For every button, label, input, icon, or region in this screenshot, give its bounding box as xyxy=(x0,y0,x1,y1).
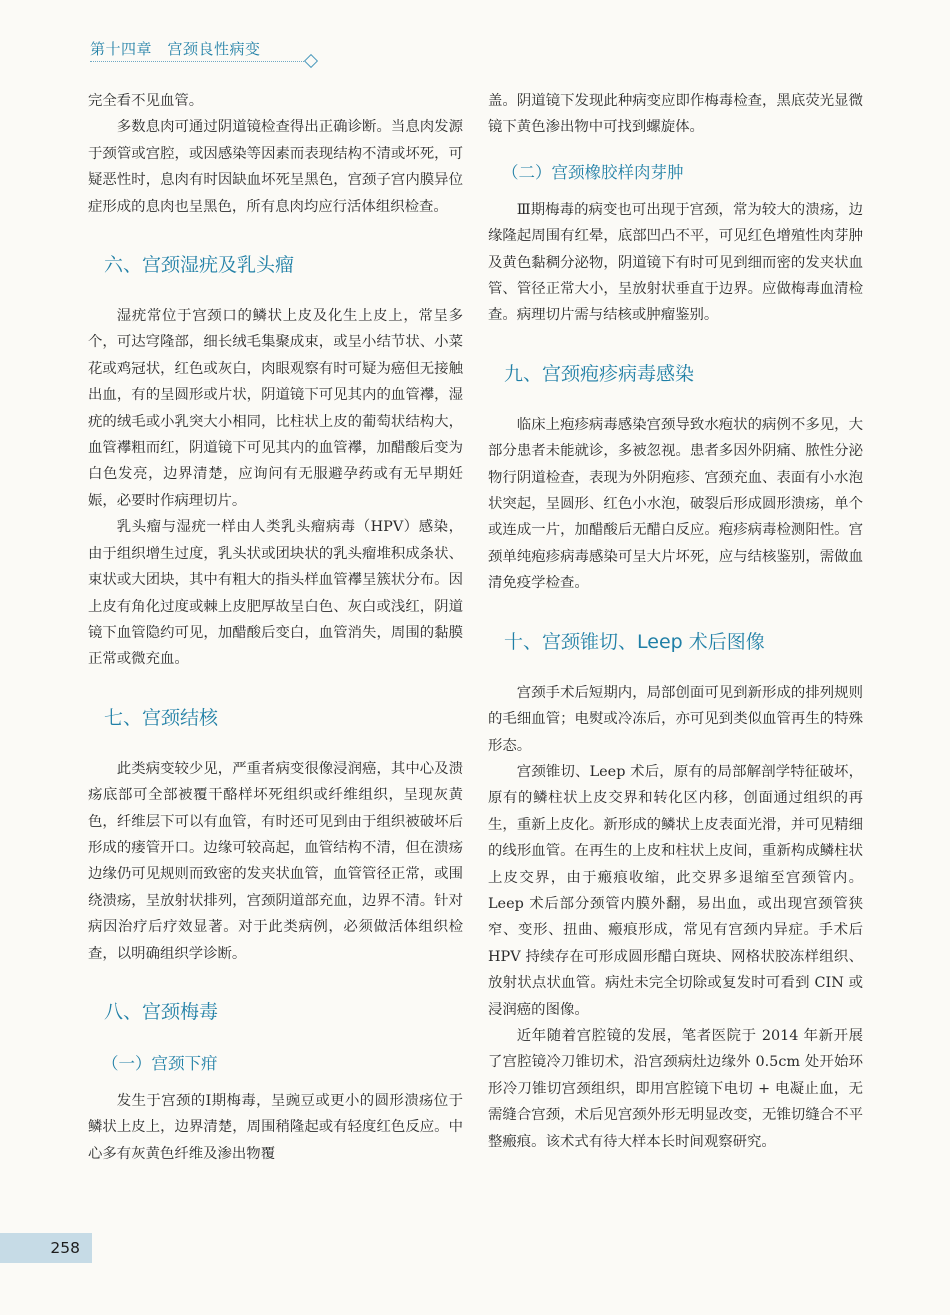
subsection-heading-8-1: （一）宫颈下疳 xyxy=(102,1053,218,1073)
paragraph: 湿疣常位于宫颈口的鳞状上皮及化生上皮上，常呈多个，可达穹隆部，细长绒毛集聚成束，或呈小结节状、小菜花或鸡冠状，红色或灰白，肉眼观察有时可疑为癌但无接触出血，有的呈圆形或片状，阴道镜下可见其内的血管襻，湿疣的绒毛或小乳突大小相同，比柱状上皮的葡萄状结构大，血管襻粗而红，阴道镜下可见其内的血管襻，加醋酸后变为白色发亮，边界清楚，应询问有无服避孕药或有无早期妊娠，必要时作病理切片。 xyxy=(88,308,463,509)
header-rule xyxy=(90,61,310,62)
section-heading-9: 九、宫颈疱疹病毒感染 xyxy=(504,362,695,385)
paragraph: Ⅲ期梅毒的病变也可出现于宫颈，常为较大的溃疡，边缘隆起周围有红晕，底部凹凸不平，可见红色增殖性肉芽肿及黄色黏稠分泌物，阴道镜下有时可见到细而密的发夹状血管、管径正常大小，呈放射状垂直于边界。应做梅毒血清检查。病理切片需与结核或肿瘤鉴别。 xyxy=(488,201,863,324)
paragraph: 近年随着宫腔镜的发展，笔者医院于 2014 年新开展了宫腔镜冷刀锥切术，沿宫颈病灶边缘外 0.5cm 处开始环形冷刀锥切宫颈组织，即用宫腔镜下电切 + 电凝止血，无需缝合宫颈，术后见宫颈外形无明显改变，无锥切缝合不平整瘢痕。该术式有待大样本长时间观察研究。 xyxy=(488,1027,863,1150)
left-column xyxy=(88,88,463,1167)
section-heading-6: 六、宫颈湿疣及乳头瘤 xyxy=(104,254,295,277)
section-heading-7: 七、宫颈结核 xyxy=(104,706,219,729)
paragraph: 乳头瘤与湿疣一样由人类乳头瘤病毒（HPV）感染，由于组织增生过度，乳头状或团块状的乳头瘤堆积成条状、束状或大团块，其中有粗大的指头样血管襻呈簇状分布。因上皮有角化过度或棘上皮肥厚故呈白色、灰白或浅红，阴道镜下血管隐约可见，加醋酸后变白，血管消失，周围的黏膜正常或微充血。 xyxy=(88,519,463,668)
paragraph: 此类病变较少见，严重者病变很像浸润癌，其中心及溃疡底部可全部被覆干酪样坏死组织或纤维组织，呈现灰黄色，纤维层下可以有血管，有时还可见到由于组织被破坏后形成的瘘管开口。边缘可较高起，血管结构不清，但在溃疡边缘仍可见规则而致密的发夹状血管，血管管径正常，或围绕溃疡，呈放射状排列，宫颈阴道部充血，边界不清。针对病因治疗后疗效显著。对于此类病例，必须做活体组织检查，以明确组织学诊断。 xyxy=(88,760,463,962)
paragraph: 临床上疱疹病毒感染宫颈导致水疱状的病例不多见，大部分患者未能就诊，多被忽视。患者多因外阴痛、脓性分泌物行阴道检查，表现为外阴疱疹、宫颈充血、表面有小水泡状突起，呈圆形、红色小水泡，破裂后形成圆形溃疡，单个或连成一片，加醋酸后无醋白反应。疱疹病毒检测阳性。宫颈单纯疱疹病毒感染可呈大片坏死，应与结核鉴别，需做血清免疫学检查。 xyxy=(488,416,863,592)
paragraph: 多数息肉可通过阴道镜检查得出正确诊断。当息肉发源于颈管或宫腔，或因感染等因素而表现结构不清或坏死，可疑恶性时，息肉有时因缺血坏死呈黑色，宫颈子宫内膜异位症形成的息肉也呈黑色，所有息肉均应行活体组织检查。 xyxy=(88,119,463,215)
subsection-heading-8-2: （二）宫颈橡胶样肉芽肿 xyxy=(502,162,684,182)
section-heading-8: 八、宫颈梅毒 xyxy=(104,1000,219,1023)
section-heading-10: 十、宫颈锥切、Leep 术后图像 xyxy=(504,630,765,653)
paragraph: 宫颈手术后短期内，局部创面可见到新形成的排列规则的毛细血管；电熨或冷冻后，亦可见到类似血管再生的特殊形态。 xyxy=(488,684,863,754)
page-number: 258 xyxy=(0,1233,92,1263)
paragraph: 完全看不见血管。 xyxy=(88,93,204,109)
right-column xyxy=(488,88,863,1155)
paragraph: 发生于宫颈的Ⅰ期梅毒，呈豌豆或更小的圆形溃疡位于鳞状上皮上，边界清楚，周围稍隆起或有轻度红色反应。中心多有灰黄色纤维及渗出物覆 xyxy=(88,1092,463,1162)
header-diamond-ornament xyxy=(304,54,318,68)
paragraph: 宫颈锥切、Leep 术后，原有的局部解剖学特征破坏，原有的鳞柱状上皮交界和转化区内移，创面通过组织的再生，重新上皮化。新形成的鳞状上皮表面光滑，并可见精细的线形血管。在再生的上皮和柱状上皮间，重新构成鳞柱状上皮交界，由于瘢痕收缩，此交界多退缩至宫颈管内。Leep 术后部分颈管内膜外翻，易出血，或出现宫颈管狭窄、变形、扭曲、瘢痕形成，常见有宫颈内异症。手术后 HPV 持续存在可形成圆形醋白斑块、网格状胶冻样组织、放射状点状血管。病灶未完全切除或复发时可看到 CIN 或浸润癌的图像。 xyxy=(488,763,863,1018)
paragraph: 盖。阴道镜下发现此种病变应即作梅毒检查，黑底荧光显微镜下黄色渗出物中可找到螺旋体。 xyxy=(488,93,863,136)
running-header: 第十四章 宫颈良性病变 xyxy=(90,40,261,58)
